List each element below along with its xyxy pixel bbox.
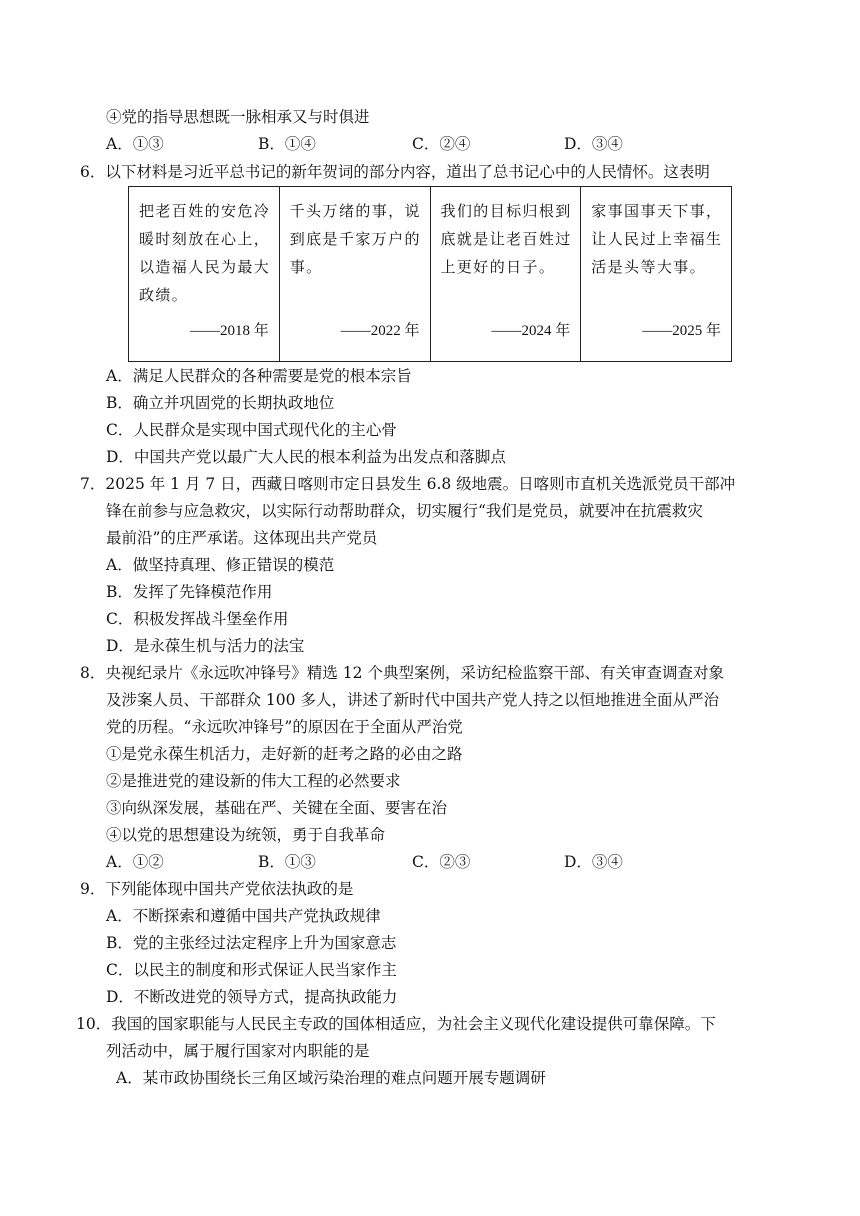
q6-quote-table xyxy=(128,186,732,362)
q6-option-c: C．人民群众是实现中国式现代化的主心骨 xyxy=(106,421,397,439)
q5-option-b: B．①④ xyxy=(258,135,316,153)
q6-quote-year: ——2024 年 xyxy=(491,323,571,339)
q7-stem-line: 7．2025 年 1 月 7 日，西藏日喀则市定日县发生 6.8 级地震。日喀则市直机关选派党员干部冲 xyxy=(80,475,736,493)
q10-option-a: A．某市政协围绕长三角区域污染治理的难点问题开展专题调研 xyxy=(116,1069,546,1087)
q5-item-4: ④党的指导思想既一脉相承又与时俱进 xyxy=(106,108,370,126)
q8-item: ②是推进党的建设新的伟大工程的必然要求 xyxy=(106,772,401,790)
q6-quote-cell xyxy=(581,187,732,362)
q6-quote-text: 把老百姓的安危冷暖时刻放在心上，以造福人民为最大政绩。 xyxy=(139,202,271,304)
q8-item: ①是党永葆生机活力，走好新的赶考之路的必由之路 xyxy=(106,745,463,763)
q6-quote-cell xyxy=(129,187,280,362)
q10-stem-line: 10．我国的国家职能与人民民主专政的国体相适应，为社会主义现代化建设提供可靠保障。下 xyxy=(76,1015,716,1033)
q9-option-a: A．不断探索和遵循中国共产党执政规律 xyxy=(106,907,381,925)
q6-quote-cell xyxy=(430,187,581,362)
q8-item: ④以党的思想建设为统领，勇于自我革命 xyxy=(106,826,386,844)
q8-option-d: D．③④ xyxy=(564,853,623,871)
q5-option-c: C．②④ xyxy=(412,135,471,153)
q6-option-d: D．中国共产党以最广大人民的根本利益为出发点和落脚点 xyxy=(106,448,506,466)
q8-stem-line: 党的历程。“永远吹冲锋号”的原因在于全面从严治党 xyxy=(106,718,463,736)
q6-quote-text: 家事国事天下事，让人民过上幸福生活是头等大事。 xyxy=(591,202,723,276)
q6-option-b: B．确立并巩固党的长期执政地位 xyxy=(106,394,335,412)
q7-option-b: B．发挥了先锋模范作用 xyxy=(106,583,273,601)
q5-option-a: A．①③ xyxy=(106,135,164,153)
q7-stem-line: 锋在前参与应急救灾，以实际行动帮助群众，切实履行“我们是党员，就要冲在抗震救灾 xyxy=(106,502,703,520)
q8-option-c: C．②③ xyxy=(412,853,471,871)
q5-option-d: D．③④ xyxy=(564,135,623,153)
q6-quote-text: 千头万绪的事，说到底是千家万户的事。 xyxy=(289,202,421,276)
q8-option-b: B．①③ xyxy=(258,853,316,871)
q7-option-c: C．积极发挥战斗堡垒作用 xyxy=(106,610,289,628)
q8-item: ③向纵深发展，基础在严、关键在全面、要害在治 xyxy=(106,799,448,817)
q7-option-d: D．是永葆生机与活力的法宝 xyxy=(106,637,305,655)
q6-stem: 6．以下材料是习近平总书记的新年贺词的部分内容，道出了总书记心中的人民情怀。这表明 xyxy=(80,163,710,181)
q6-quote-year: ——2025 年 xyxy=(642,323,721,339)
q6-quote-year: ——2022 年 xyxy=(340,323,420,339)
q5-options xyxy=(106,133,766,155)
q9-stem: 9．下列能体现中国共产党依法执政的是 xyxy=(80,880,354,898)
q9-option-c: C．以民主的制度和形式保证人民当家作主 xyxy=(106,961,397,979)
q9-option-b: B．党的主张经过法定程序上升为国家意志 xyxy=(106,934,397,952)
q7-option-a: A．做坚持真理、修正错误的模范 xyxy=(106,556,335,574)
q9-option-d: D．不断改进党的领导方式，提高执政能力 xyxy=(106,988,398,1006)
q6-quote-year: ——2018 年 xyxy=(189,323,269,339)
q6-option-a: A．满足人民群众的各种需要是党的根本宗旨 xyxy=(106,367,412,385)
q8-stem-line: 8．央视纪录片《永远吹冲锋号》精选 12 个典型案例，采访纪检监察干部、有关审查调查对象 xyxy=(80,664,724,682)
q8-option-a: A．①② xyxy=(106,853,164,871)
q10-stem-line: 列活动中，属于履行国家对内职能的是 xyxy=(106,1042,370,1060)
q7-stem-line: 最前沿”的庄严承诺。这体现出共产党员 xyxy=(106,529,378,547)
q8-stem-line: 及涉案人员、干部群众 100 多人，讲述了新时代中国共产党人持之以恒地推进全面从严治 xyxy=(106,691,719,709)
q8-options xyxy=(106,851,766,873)
q6-quote-text: 我们的目标归根到底就是让老百姓过上更好的日子。 xyxy=(440,202,572,276)
q6-quote-cell xyxy=(279,187,430,362)
